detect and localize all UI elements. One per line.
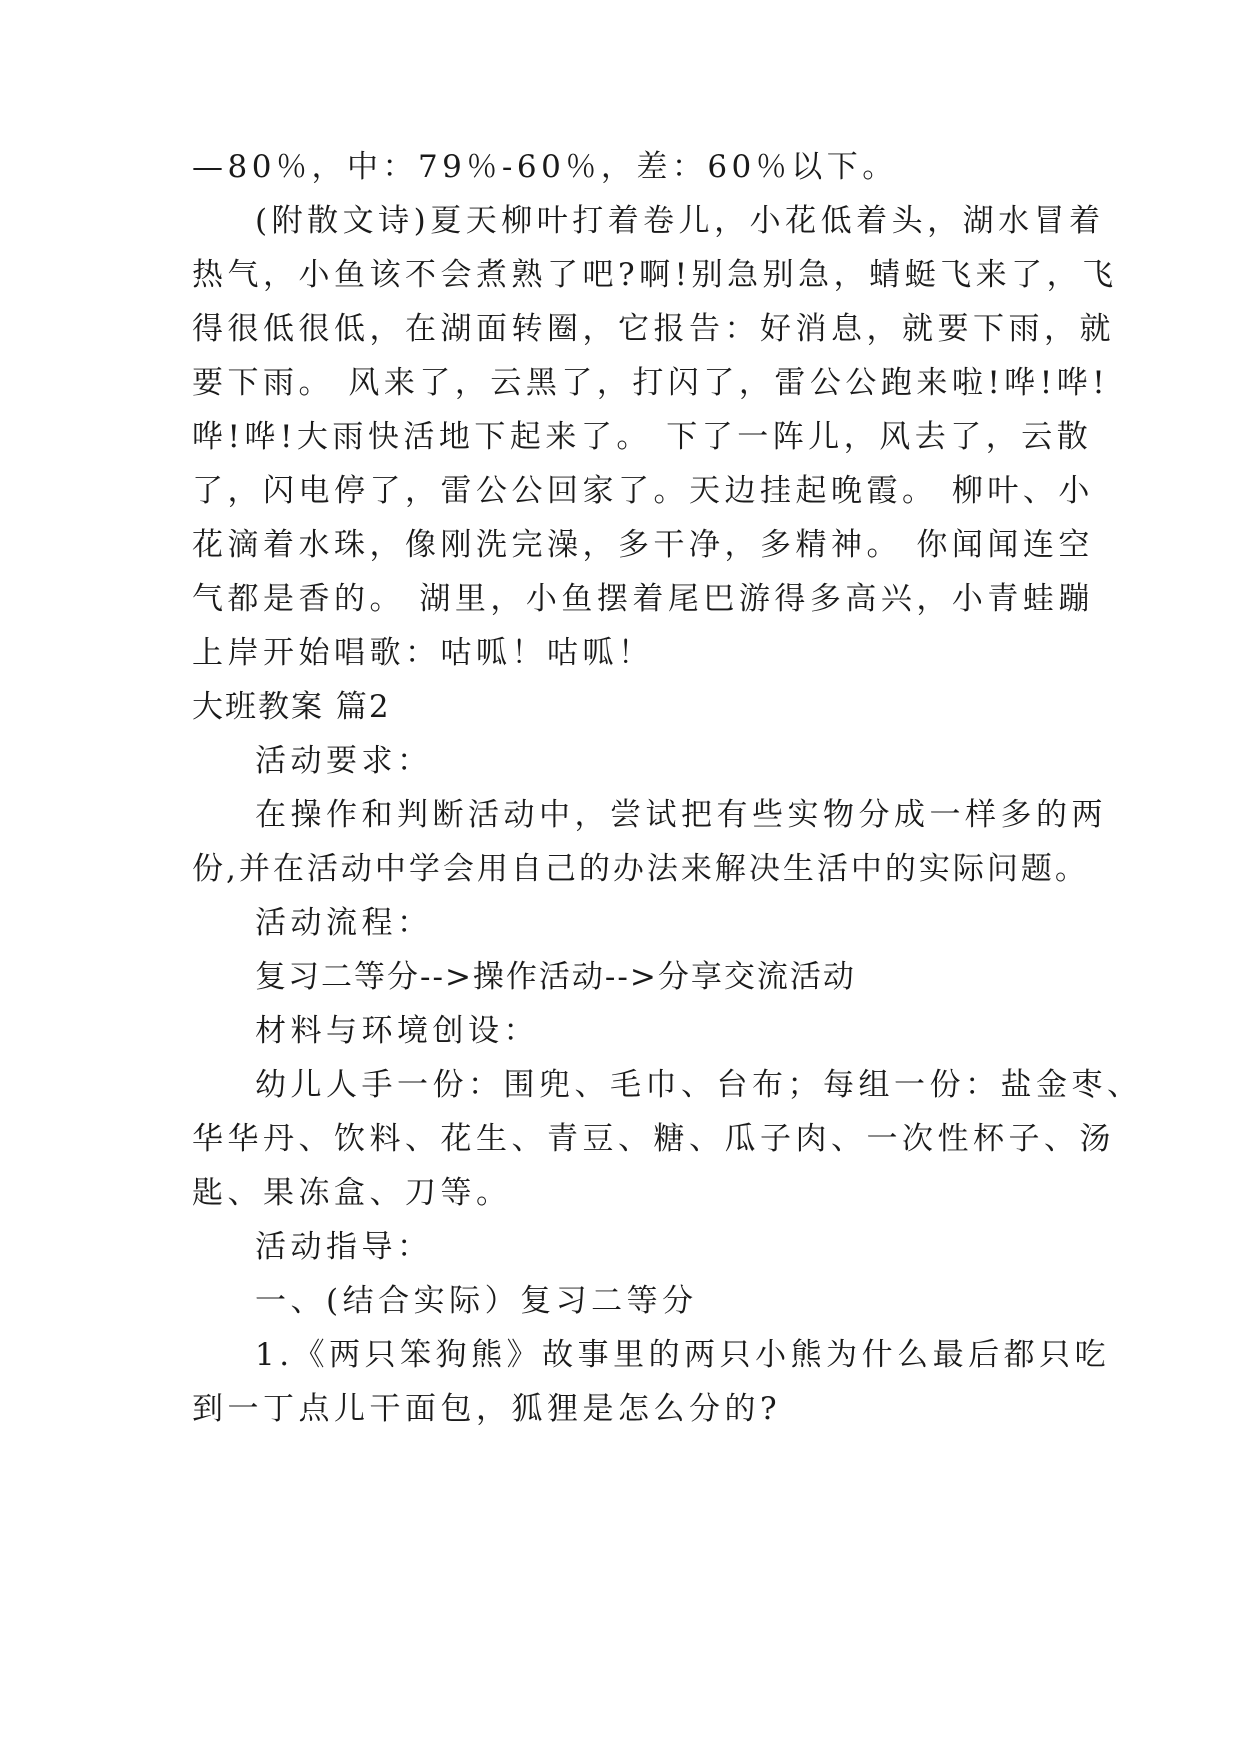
subheading-guidance: 活动指导： [255, 1229, 433, 1265]
poem-line-1: (附散文诗)夏天柳叶打着卷儿，小花低着头，湖水冒着 [255, 203, 1105, 239]
materials-line-2: 华华丹、饮料、花生、青豆、糖、瓜子肉、一次性杯子、汤 [192, 1121, 1115, 1157]
poem-line-4: 要下雨。 风来了，云黑了，打闪了，雷公公跑来啦!哗!哗! [192, 365, 1110, 401]
subheading-requirements: 活动要求： [255, 743, 433, 779]
materials-line-3: 匙、果冻盒、刀等。 [192, 1175, 512, 1211]
requirements-line-2: 份,并在活动中学会用自己的办法来解决生活中的实际问题。 [192, 851, 1089, 887]
materials-line-1: 幼儿人手一份：围兜、毛巾、台布；每组一份：盐金枣、 [255, 1067, 1143, 1103]
subheading-materials: 材料与环境创设： [255, 1013, 539, 1049]
question-line-2: 到一丁点儿干面包，狐狸是怎么分的? [192, 1391, 782, 1427]
poem-line-2: 热气，小鱼该不会煮熟了吧?啊!别急别急，蜻蜓飞来了，飞 [192, 257, 1118, 293]
poem-line-3: 得很低很低，在湖面转圈，它报告：好消息，就要下雨，就 [192, 311, 1115, 347]
text-line-grading: —80％，中：79％-60％，差：60％以下。 [192, 149, 898, 185]
poem-line-7: 花滴着水珠，像刚洗完澡，多干净，多精神。 你闻闻连空 [192, 527, 1094, 563]
poem-line-8: 气都是香的。 湖里，小鱼摆着尾巴游得多高兴，小青蛙蹦 [192, 581, 1094, 617]
poem-line-9: 上岸开始唱歌：咕呱！咕呱！ [192, 635, 654, 671]
poem-line-5: 哗!哗!大雨快活地下起来了。 下了一阵儿，风去了，云散 [192, 419, 1093, 455]
guidance-step-1: 一、(结合实际）复习二等分 [255, 1283, 698, 1319]
section-heading: 大班教案 篇2 [192, 689, 391, 725]
requirements-line-1: 在操作和判断活动中，尝试把有些实物分成一样多的两 [255, 797, 1107, 833]
question-line-1: 1.《两只笨狗熊》故事里的两只小熊为什么最后都只吃 [255, 1337, 1111, 1373]
process-line: 复习二等分-->操作活动-->分享交流活动 [255, 959, 856, 995]
poem-line-6: 了，闪电停了，雷公公回家了。天边挂起晚霞。 柳叶、小 [192, 473, 1094, 509]
subheading-process: 活动流程： [255, 905, 433, 941]
